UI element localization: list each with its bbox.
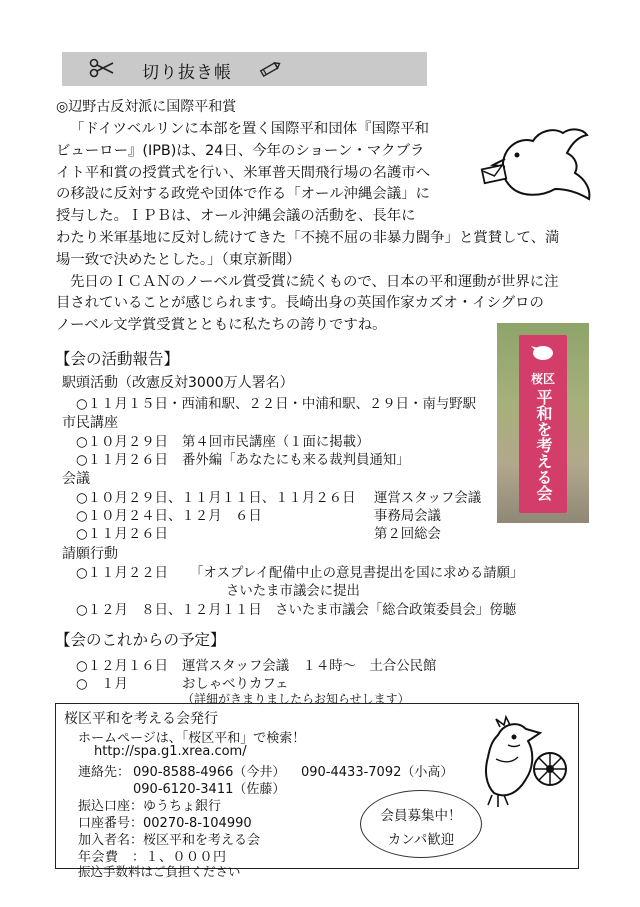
schedule-row-date: ○ １月 bbox=[76, 677, 128, 692]
schedule-row-desc: 運営スタッフ会議 １４時～ 土合公民館 bbox=[182, 659, 437, 674]
report-heading: 【会の活動報告】 bbox=[55, 350, 180, 368]
banner-flag bbox=[519, 335, 567, 513]
account-number: 口座番号：00270-8-104990 bbox=[78, 816, 252, 831]
lecture-row-desc: 番外編「あなたにも来る裁判員通知」 bbox=[182, 453, 410, 468]
schedule-note: （詳細がきまりましたらお知らせします） bbox=[182, 692, 410, 706]
bird-with-flower-illustration bbox=[478, 715, 570, 815]
news-line: イト平和賞の授賞式を行い、米軍普天間飛行場の名護市へ bbox=[56, 164, 431, 181]
news-line: 授与した。ＩＰＢは、オール沖縄会議の活動を、長年に bbox=[56, 208, 416, 225]
contact-phone-2: 090-4433-7092（小高） bbox=[301, 765, 454, 780]
dove-with-letter-illustration bbox=[475, 123, 593, 211]
contact-phone-1: 090-8588-4966（今井） bbox=[133, 765, 286, 780]
petition-row-date: ○１１月２２日 bbox=[76, 566, 169, 581]
lecture-row-date: ○１１月２６日 bbox=[76, 453, 169, 468]
contact-phone-3: 090-6120-3411（佐藤） bbox=[133, 782, 286, 797]
news-line: ノーベル文学賞受賞とともに私たちの誇りですね。 bbox=[56, 317, 387, 334]
news-line: 先日のＩＣＡＮのノーベル賞受賞に続くもので、日本の平和運動が世界に注 bbox=[70, 273, 559, 290]
meeting-row-date: ○１１月２６日 bbox=[76, 527, 169, 542]
recruitment-bubble bbox=[360, 790, 482, 858]
dove-icon bbox=[519, 341, 567, 367]
news-line: 「ドイツベルリンに本部を置く国際平和団体『国際平和 bbox=[70, 121, 430, 137]
petition-row-sub: さいたま市議会に提出 bbox=[226, 584, 360, 599]
meeting-row-date: ○１０月２９日、１１月１１日、１１月２６日 bbox=[76, 491, 356, 506]
homepage-url[interactable]: http://spa.g1.xrea.com/ bbox=[94, 744, 247, 759]
publisher-title: 桜区平和を考える会発行 bbox=[64, 711, 218, 727]
schedule-row-desc: おしゃべりカフェ bbox=[182, 677, 289, 692]
meeting-row-date: ○１０月２４日、１２月 ６日 bbox=[76, 509, 262, 524]
station-activity-label: 駅頭活動（改憲反対3000万人署名） bbox=[62, 375, 294, 391]
bubble-line-1: 会員募集中！ bbox=[380, 808, 462, 824]
schedule-row-date: ○１２月１６日 bbox=[76, 659, 169, 674]
banner-text-main: 平和を考える会 bbox=[534, 389, 553, 501]
bank-info: 振込口座：ゆうちょ銀行 bbox=[78, 799, 222, 814]
banner-text bbox=[519, 369, 567, 506]
contact-label: 連絡先： bbox=[78, 765, 131, 780]
lecture-label: 市民講座 bbox=[62, 415, 118, 431]
petition-row: ○１２月 ８日、１２月１１日 さいたま市議会「総合政策委員会」傍聴 bbox=[76, 603, 517, 618]
homepage-note: ホームページは、「桜区平和」で検索！ bbox=[78, 731, 306, 746]
lecture-row-date: ○１０月２９日 bbox=[76, 435, 169, 450]
news-line: ビューロー』(IPB)は、24日、今年のショーン・マクブラ bbox=[56, 142, 425, 159]
news-title: ◎辺野古反対派に国際平和賞 bbox=[56, 99, 237, 115]
schedule-heading: 【会のこれからの予定】 bbox=[55, 631, 226, 649]
meeting-row-desc: 事務局会議 bbox=[374, 509, 441, 524]
pencil-icon bbox=[258, 60, 282, 82]
news-line: の移設に反対する政党や団体で作る「オール沖縄会議」に bbox=[56, 186, 430, 203]
news-line: 場一致で決めたとした。」（東京新聞） bbox=[56, 251, 301, 268]
news-line: 目されていることが感じられます。長崎出身の英国作家カズオ・イシグロの bbox=[56, 295, 544, 312]
banner-text-top: 桜区 bbox=[530, 372, 555, 386]
news-line: わたり米軍基地に反対し続けてきた「不撓不屈の非暴力闘争」と賞賛して、満 bbox=[56, 229, 560, 246]
clipping-title: 切り抜き帳 bbox=[142, 63, 232, 83]
bubble-line-2: カンパ歓迎 bbox=[387, 832, 455, 848]
meeting-row-desc: 第２回総会 bbox=[374, 527, 441, 542]
annual-fee: 年会費 ：１、０００円 bbox=[78, 850, 227, 865]
petition-label: 請願行動 bbox=[62, 546, 118, 562]
fee-note: 振込手数料はご負担ください bbox=[78, 864, 241, 879]
banner-photo bbox=[497, 323, 589, 523]
station-activity-row: ○１１月１５日・西浦和駅、２２日・中浦和駅、２９日・南与野駅 bbox=[76, 397, 477, 412]
clipping-header bbox=[62, 52, 427, 86]
lecture-row-desc: 第４回市民講座（１面に掲載） bbox=[182, 435, 370, 450]
meeting-row-desc: 運営スタッフ会議 bbox=[374, 491, 482, 506]
account-holder: 加入者名：桜区平和を考える会 bbox=[78, 833, 261, 848]
petition-row-desc: 「オスプレイ配備中止の意見書提出を国に求める請願」 bbox=[190, 566, 524, 581]
meeting-label: 会議 bbox=[62, 471, 90, 487]
scissors-icon bbox=[89, 58, 115, 82]
